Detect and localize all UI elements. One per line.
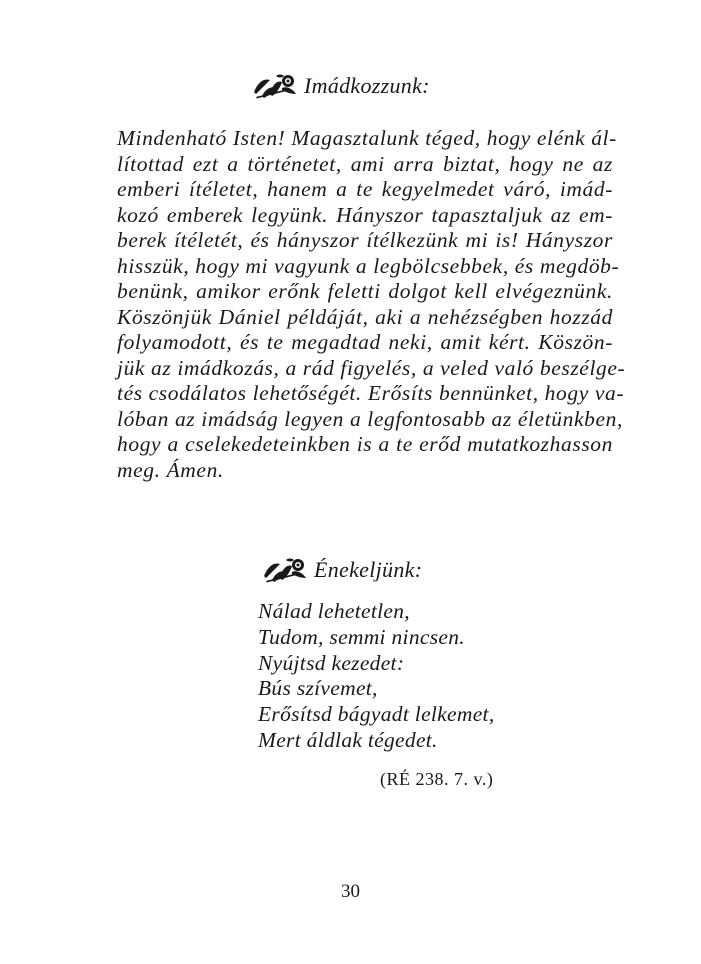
floral-ornament-icon — [252, 72, 298, 100]
song-verse — [258, 599, 495, 754]
prayer-line: hisszük, hogy mi vagyunk a legbölcsebbek, és megdöb- — [117, 253, 620, 278]
song-line: Mert áldlak tégedet. — [258, 727, 438, 752]
floral-ornament-icon — [262, 556, 308, 584]
song-reference: (RÉ 238. 7. v.) — [380, 769, 494, 789]
prayer-line: kozó emberek legyünk. Hányszor tapasztaljuk az em- — [117, 202, 613, 227]
prayer-heading — [252, 72, 430, 100]
song-line: Tudom, semmi nincsen. — [258, 624, 465, 649]
prayer-line: meg. Ámen. — [117, 457, 224, 482]
prayer-line: Mindenható Isten! Magasztalunk téged, hogy elénk ál- — [117, 126, 617, 150]
song-line: Nálad lehetetlen, — [258, 599, 410, 623]
song-heading-text: Énekeljünk: — [314, 557, 423, 582]
page-number: 30 — [341, 881, 360, 902]
prayer-line: berek ítéletét, és hányszor ítélkezünk mi is! Hányszor — [117, 228, 613, 252]
prayer-line: tés csodálatos lehetőségét. Erősíts bennünket, hogy va- — [117, 381, 625, 405]
song-line: Erősítsd bágyadt lelkemet, — [258, 702, 495, 727]
prayer-line: benünk, amikor erőnk feletti dolgot kell elvégeznünk. — [117, 279, 613, 303]
song-line: Nyújtsd kezedet: — [258, 650, 405, 675]
prayer-line: Köszönjük Dániel példáját, aki a nehézségben hozzád — [117, 304, 613, 329]
song-heading — [262, 556, 422, 584]
prayer-heading-text: Imádkozzunk: — [304, 73, 430, 98]
prayer-line: hogy a cselekedeteinkben is a te erőd mutatkozhasson — [117, 432, 613, 456]
prayer-line: lítottad ezt a történetet, ami arra biztat, hogy ne az — [117, 151, 613, 176]
prayer-line: folyamodott, és te megadtad neki, amit kért. Köszön- — [117, 330, 613, 354]
prayer-text — [117, 126, 626, 483]
prayer-line: jük az imádkozás, a rád figyelés, a veled való beszélge- — [117, 355, 626, 380]
song-line: Bús szívemet, — [258, 676, 378, 701]
prayer-line: emberi ítéletet, hanem a te kegyelmedet váró, imád- — [117, 177, 613, 201]
prayer-line: lóban az imádság legyen a legfontosabb az életünkben, — [117, 406, 623, 431]
